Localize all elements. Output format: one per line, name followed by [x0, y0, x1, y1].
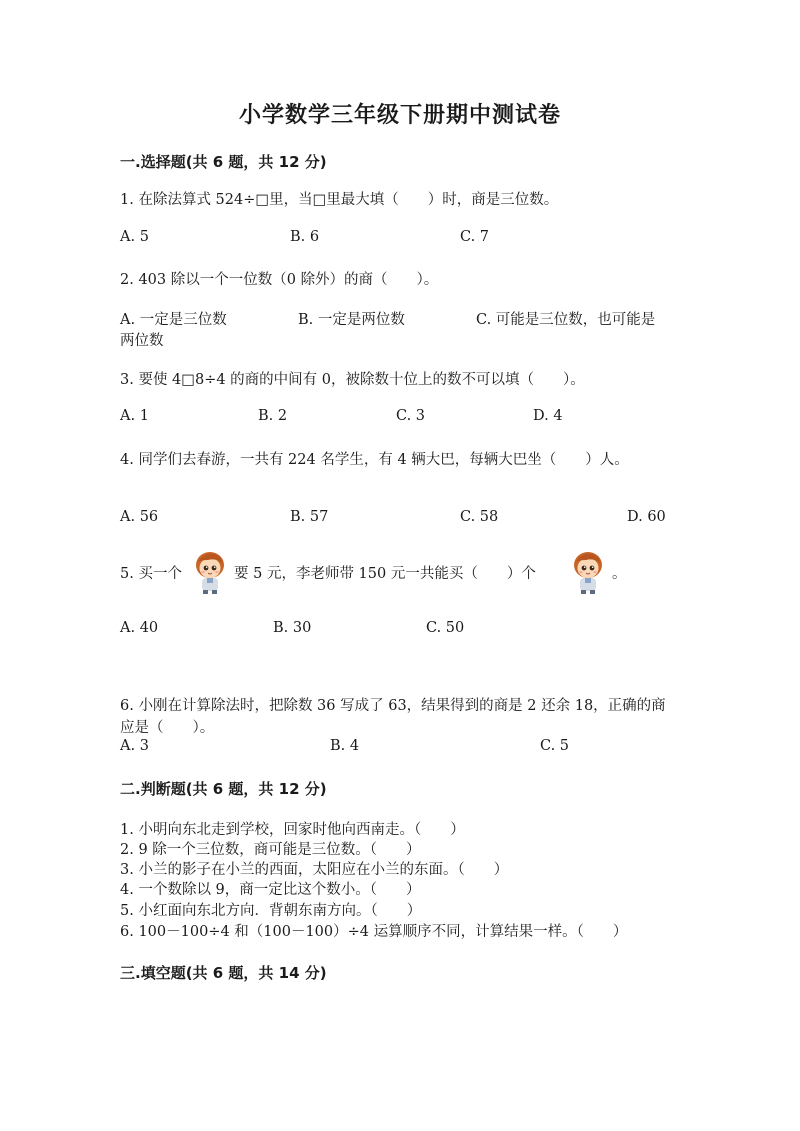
q2-option-c-line1: C. 可能是三位数，也可能是: [476, 312, 656, 328]
question-5-part-c: 。: [612, 566, 627, 582]
boy-image: [190, 548, 230, 594]
question-4: 4. 同学们去春游，一共有 224 名学生，有 4 辆大巴，每辆大巴坐（ ）人。: [120, 452, 629, 468]
q1-option-b: B. 6: [290, 229, 320, 245]
boy-image-2: [568, 548, 608, 594]
question-6: 6. 小刚在计算除法时，把除数 36 写成了 63，结果得到的商是 2 还余 18，正确的商应是（ ）。: [120, 698, 666, 736]
judge-item-2: 2. 9 除一个三位数，商可能是三位数。（ ）: [120, 842, 421, 858]
judge-item-4: 4. 一个数除以 9，商一定比这个数小。（ ）: [120, 882, 421, 898]
q3-option-c: C. 3: [396, 408, 426, 424]
question-5-part-b: 要 5 元，李老师带 150 元一共能买（ ）个: [234, 566, 536, 582]
section-heading-judge: 二.判断题(共 6 题，共 12 分): [120, 780, 327, 798]
q4-option-c: C. 58: [460, 509, 499, 525]
question-3: 3. 要使 4□8÷4 的商的中间有 0，被除数十位上的数不可以填（ ）。: [120, 372, 585, 388]
question-2: 2. 403 除以一个一位数（0 除外）的商（ ）。: [120, 272, 439, 288]
section-heading-choice: 一.选择题(共 6 题，共 12 分): [120, 153, 327, 171]
q3-option-d: D. 4: [533, 408, 563, 424]
q5-option-a: A. 40: [120, 620, 159, 636]
q4-option-a: A. 56: [120, 509, 159, 525]
judge-item-6: 6. 100－100÷4 和（100－100）÷4 运算顺序不同，计算结果一样。（ ）: [120, 924, 628, 940]
question-1: 1. 在除法算式 524÷□里，当□里最大填（ ）时，商是三位数。: [120, 192, 559, 208]
q4-option-b: B. 57: [290, 509, 329, 525]
q2-option-c-line2: 两位数: [120, 333, 164, 349]
q2-option-b: B. 一定是两位数: [298, 312, 405, 328]
q5-option-c: C. 50: [426, 620, 465, 636]
q1-option-a: A. 5: [120, 229, 149, 245]
q6-option-c: C. 5: [540, 738, 570, 754]
q2-option-a: A. 一定是三位数: [120, 312, 227, 328]
judge-item-5: 5. 小红面向东北方向．背朝东南方向。（ ）: [120, 903, 422, 919]
q4-option-d: D. 60: [627, 509, 666, 525]
page-title: 小学数学三年级下册期中测试卷: [238, 103, 561, 128]
judge-item-3: 3. 小兰的影子在小兰的西面，太阳应在小兰的东面。（ ）: [120, 862, 509, 878]
q3-option-a: A. 1: [120, 408, 149, 424]
q5-option-b: B. 30: [273, 620, 312, 636]
section-heading-fill: 三.填空题(共 6 题，共 14 分): [120, 964, 327, 982]
q6-option-b: B. 4: [330, 738, 360, 754]
q3-option-b: B. 2: [258, 408, 288, 424]
q1-option-c: C. 7: [460, 229, 490, 245]
q6-option-a: A. 3: [120, 738, 149, 754]
judge-item-1: 1. 小明向东北走到学校，回家时他向西南走。（ ）: [120, 822, 465, 838]
question-5-part-a: 5. 买一个: [120, 566, 182, 582]
